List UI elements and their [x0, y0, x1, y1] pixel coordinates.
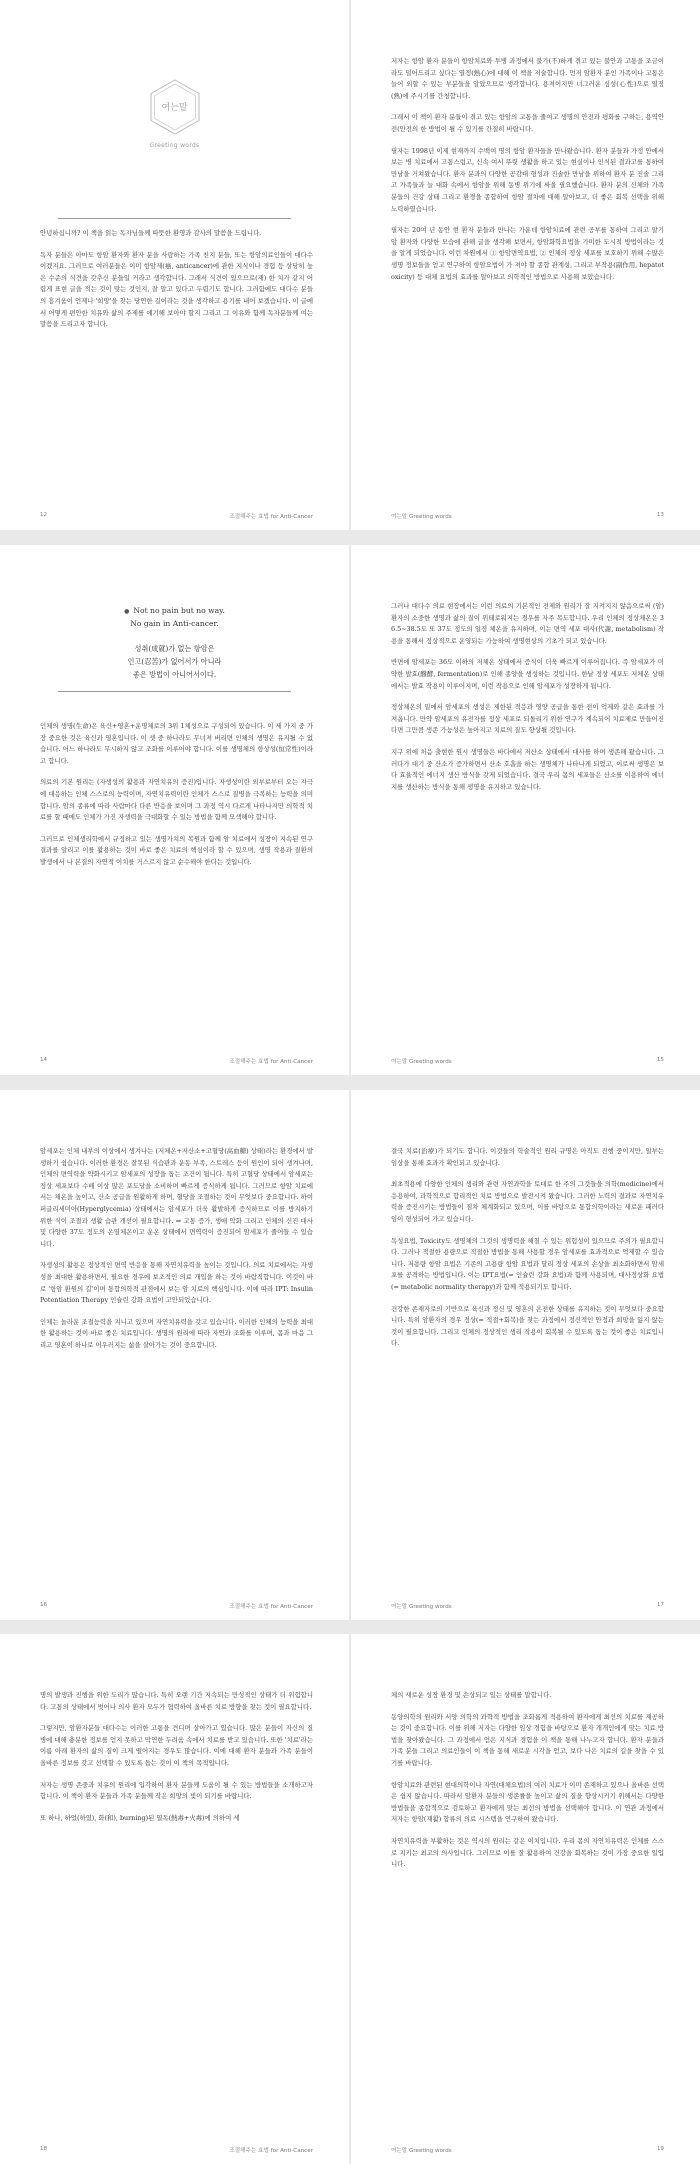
page-18-body — [40, 1690, 313, 1834]
page-number: 12 — [40, 512, 48, 518]
running-title: 여는말 Greeting words — [391, 2148, 452, 2154]
page-14-body — [40, 721, 313, 879]
paragraph: 저자는 생명 존중과 치유의 원리에 입각하여 환자 분들께 도움이 될 수 있는 방법들을 소개하고자 합니다. 이 책이 환자 분들과 가족 분들께 작은 희망의 빛이 되기를 바랍니다. — [40, 1780, 313, 1801]
paragraph: 체의 새로운 성장 환경 및 손상되고 있는 상태를 말합니다. — [391, 1691, 552, 1699]
running-title: 조절해주는 효법 for Anti-Cancer — [229, 1604, 313, 1610]
running-title: 조절해주는 효법 for Anti-Cancer — [229, 1059, 313, 1065]
page-15 — [351, 545, 700, 1075]
paragraph: 의료의 기본 원리는 (자생성의 활용과 자연치유의 증진)입니다. 자생성이란 외부로부터 오는 자극에 대응하는 인체 스스로의 능력이며, 자연치유력이란 인체가 스스로 질병을 극복하는 능력을 의미합니다. 암의 종류에 따라 사람마다 다른 반응을 보이며 그 과정 역시 다르게 나타나지만 의학적 치료를 할 때에도 인체가 가진 자생력을 극대화할 수 있는 방법을 함께 모색해야 합니다. — [40, 778, 313, 822]
paragraph: 인체의 생명(生命)은 육신+영혼+운명체로의 3위 1체성으로 구성되어 있습니다. 이 세 가지 중 가장 중요한 것은 육신과 영혼입니다. 이 셋 중 하나라도 무너져 버리면 인체의 생명은 유지될 수 없습니다. 어느 하나라도 무시하지 않고 조화를 이루어야 합니다. 이를 생명체의 항상성(恒常性)이라고 합니다. — [40, 722, 313, 765]
paragraph: 자생성의 활용은 정상적인 면역 반응을 통해 자연치유력을 높이는 것입니다. 의료 치료에서는 자생성을 최대한 활용하면서, 필요한 경우에 보조적인 의료 개입을 하는 것이 바람직합니다. 이것이 바로 '항암 환원의 길'이며 통합의학적 관점에서 보는 암 치료의 핵심입니다. 이에 따라 IPT: Insulin Potentiation Therapy 인슐린 강화 요법이 고안되었습니다. — [40, 1261, 313, 1305]
page-14 — [0, 545, 349, 1075]
paragraph: 독자 분들은 아마도 항암 환자와 환자 분을 사랑하는 가족 친지 분들, 또는 항암의료인들이 대다수이겠지요. 그러므로 여러분들은 이미 항암제(癌, anticancer)에 관한 지식이나 경험 등 상당히 높은 수준의 식견을 갖추신 분들일 거라고 생각합니다. 그래서 식견이 있으므로(재) 한 치가 같지 어렵게 표현 글을 적는 것이 맞는 것인지, 잘 알고 있다고 두렵기도 합니다. 그러함에도 대다수 분들의 흥겨움이 언제나 '희망'을 찾는 당연한 길이라는 것을 생각하고 용기를 내어 보겠습니다. 이 글에서 어떻게 편안한 치유와 삶의 주제를 얘기해 보아야 할지 그리고 그 이유와 함께 독자분들께 여는 말씀을 드리고자 합니다. — [40, 250, 313, 329]
paragraph: 인체는 놀라운 조절능력을 지니고 있으며 자연치유력을 갖고 있습니다. 이러한 인체의 능력을 최대한 활용하는 것이 바로 좋은 치료입니다. 생명의 원리에 따라 자연과 조화를 이루며, 몸과 마음 그리고 영혼이 하나로 어우러지는 삶을 살아가는 것이 중요합니다. — [40, 1317, 313, 1349]
page-16 — [0, 1090, 349, 1620]
paragraph: 암세포는 인체 내부의 이상에서 생겨나는 (저체온+저산소+고혈당(高血糖) 상태)라는 환경에서 발생하기 쉽습니다. 이러한 환경은 잘못된 식습관과 운동 부족, 스트레스 등이 원인이 되어 생겨나며, 인체의 면역력을 약화시키고 암세포의 성장을 돕는 조건이 됩니다. 특히 고혈당 상태에서 암세포는 정상 세포보다 수배 이상 많은 포도당을 소비하며 빠르게 증식하게 됩니다. 그러므로 항암 치료에서는 체온을 높이고, 산소 공급을 원활하게 하며, 혈당을 조절하는 것이 무엇보다 중요합니다. 하이퍼글리세미아(Hyperglycemia) 상태에서는 암세포가 더욱 활발하게 증식하므로 이를 방지하기 위한 식이 조절과 생활 습관 개선이 필요합니다. ⇒ 고통 증가, 생애 악화 그리고 인체의 신진 대사 및 다양한 37도 정도의 온열체온이고 운온 상태에서 면역력이 증진되어 암세포가 줄어들 수 있습니다. — [40, 1147, 313, 1248]
paragraph: 최초적용에 다양한 인체의 생리와 관련 자연과학을 토대로 한 주의 그것들을 의학(medicine)에서 응용하여, 과학적으로 합리적인 치료 방법으로 발전시켜 왔습니다. 그러한 노력의 결과로 자연치유력을 증진시키는 방법들이 점차 체계화되고 있으며, 이를 바탕으로 통합의학이라는 새로운 패러다임이 형성되어 가고 있습니다. — [391, 1180, 664, 1223]
bullet-icon: ● — [124, 608, 130, 615]
epigraph-en-line: No gain in Anti-cancer. — [130, 619, 219, 628]
spread-2 — [0, 545, 700, 1075]
emblem-subtitle: Greeting words — [149, 142, 200, 149]
page-number: 14 — [40, 1057, 48, 1063]
page-19-body — [391, 1690, 664, 1881]
page-17 — [351, 1090, 700, 1620]
paragraph: 자연치유력을 부활하는 것은 역시의 원리는 같은 이치입니다. 우리 몸의 자연치유력은 인체를 스스로 지키는 최고의 의사입니다. 그러므로 이를 잘 활용하여 건강을 회복하는 것이 가장 중요한 일입니다. — [391, 1836, 664, 1869]
page-16-body — [40, 1146, 313, 1362]
greeting-emblem — [0, 78, 349, 149]
page-number: 17 — [656, 1602, 664, 1608]
paragraph: 또 하나, 하었(하였), 화(和), burning)된 열독(熱毒+火毒)에 의하여 세 — [40, 1813, 240, 1822]
page-number: 19 — [656, 2146, 664, 2152]
paragraph: 명의 발생과 진행을 위한 도리가 많습니다. 특히 오랜 기간 지속되는 만성적인 상태가 더 위험합니다. 고통의 상태에서 벗어나 의사 환자 모두가 협력하여 올바른 치료 방향을 찾는 것이 필요합니다. — [40, 1691, 313, 1711]
paragraph: 지구 위에 처음 출현한 원시 생명들은 바다에서 저산소 상태에서 대사를 하며 생존해 왔습니다. 그러다가 대기 중 산소가 증가하면서 산소 호흡을 하는 생명체가 나타나게 되었고, 이로써 생명은 보다 효율적인 에너지 생산 방식을 갖게 되었습니다. 결국 우리 몸의 세포들은 산소를 이용하여 에너지를 생산하는 방식을 통해 생명을 유지하고 있습니다. — [391, 747, 664, 791]
paragraph: 정상체온의 밑에서 암세포의 생성은 제한된 적응과 영양 공급을 통한 전이 억제와 같은 효과를 가져옵니다. 만약 암세포의 유전자를 정상 세포로 되돌리기 위한 연구가 계속되어 치료제로 만들어진다면 그만큼 생존 가능성은 높아지고 치료의 질도 향상될 것입니다. — [391, 703, 664, 735]
epigraph-ko-line: 성취(成就)가 없는 항암은 — [134, 644, 215, 653]
running-title: 조절해주는 효법 for Anti-Cancer — [229, 2148, 313, 2154]
paragraph: 안녕하십니까? 이 책을 읽는 독자님들께 따뜻한 환영과 감사의 말씀을 드립니다. — [40, 229, 262, 237]
page-number: 16 — [40, 1602, 48, 1608]
paragraph: 그래서 이 책이 환자 분들이 겪고 있는 항암의 고통을 줄여고 생명의 안전과 평화를 구하는, 용역안전(안전의 한 방법이 될 수 있기를 간절히 바랍니다. — [391, 113, 664, 133]
page-13 — [351, 0, 700, 530]
paragraph: 그러나 대다수 의료 현장에서는 이런 의료의 기본적인 전제와 원리가 잘 지켜지지 않음으로써 (암)환자의 소중한 생명과 삶의 질이 위태로워지는 경우를 자주 목도합니다. 우리 인체의 정상체온은 36.5~38.5도 또 37도 정도의 일정 체온을 유지하며, 이는 면역 세포 대사(代謝, metabolism) 작용을 통해서 정상적으로 운영되는 가능하여 생명현상의 기초가 되고 있습니다. — [391, 602, 664, 645]
paragraph: 그러므로 인체생리학에서 규정하고 있는 생명가치의 복원과 함께 암 치료에서 성장이 지속된 연구결과를 알리고 이를 활용하는 것이 바로 좋은 치료의 핵심이라 할 수 있으며, 생명 작용과 질환의 발생에서 나 본질의 자연적 이치를 거스르지 않고 순수해야 한다는 것입니다. — [40, 834, 313, 866]
epigraph-ko-line: 인고(忍苦)가 없어서가 아니라 — [127, 657, 222, 666]
paragraph: 저자는 항암 환자 분들이 항암치료와 투병 과정에서 불가(不)하게 겪고 있는 불안과 고통을 조금이라도 덜어드리고 싶다는 열정(熱心)에 대해 이 책을 저술합니다. 먼저 암환자 분인 가족이나 고통은 늘어 외할 수 있는 부분들을 알았으므로 생각합니다. 용져이지만 너그러운 심성(心性)으로 열정 (熱)에 주시기를 간청합니다. — [391, 57, 664, 100]
running-title: 여는말 Greeting words — [391, 1059, 452, 1065]
paragraph: 결국 치료(治療)가 되기도 합니다. 이것들의 학술적인 원리 규명은 아직도 진행 중이지만, 일부는 임상을 통해 효과가 확인되고 있습니다. — [391, 1147, 664, 1167]
paragraph: 동양의학의 원리와 서양 의학의 과학적 방법을 조화롭게 적용하여 환자에게 최선의 치료를 제공하는 것이 중요합니다. 이를 위해 저자는 다양한 임상 경험을 바탕으로 환자 개개인에게 맞는 치료 방법을 찾아왔습니다. 그 과정에서 얻은 지식과 경험을 이 책을 통해 나누고자 합니다. 환자 분들과 가족 분들 그리고 의료인들이 이 책을 통해 새로운 시각을 얻고, 보다 나은 치료의 길을 찾을 수 있기를 바랍니다. — [391, 1712, 664, 1767]
page-number: 18 — [40, 2146, 48, 2152]
spread-4 — [0, 1634, 700, 2164]
page-19 — [351, 1634, 700, 2164]
page-12 — [0, 0, 349, 530]
epigraph-en-line: Not no pain but no way. — [133, 606, 225, 615]
paragraph: 건강한 존재자로의 기반으로 육신과 정신 및 영혼의 온전한 상태를 유지하는 것이 무엇보다 중요합니다. 특히 암환자의 경우 정상(= 적절+회복)을 찾는 과정에서 정신적인 안정과 희망을 잃지 않는 것이 필요합니다. 그리고 인체의 정상적인 생리 작용이 회복될 수 있도록 돕는 것이 좋은 치료입니다. — [391, 1304, 664, 1348]
page-number: 13 — [656, 512, 664, 518]
paragraph: 항암치료와 관련된 현대의학이나 자연(대체요법)의 여러 치료가 이미 존재하고 있으나 올바른 선택은 쉽지 않습니다. 따라서 암환자 분들의 생존률을 높이고 삶의 질을 향상시키기 위해서는 다양한 방법들을 종합적으로 검토하고 환자에게 맞는 최선의 방법을 선택해야 합니다. 이 연관 과정에서 저자는 항암(재활) 합류의 의료 시스템을 연구하여 왔습니다. — [391, 1780, 664, 1824]
paragraph: 독성요법, Toxicity도 생명체의 그것의 생명력을 해칠 수 있는 위험성이 있으므로 주의가 필요합니다. 그러나 적절한 용량으로 적절한 방법을 통해 사용할 경우 암세포를 효과적으로 억제할 수 있습니다. 저용량 항암 요법은 기존의 고용량 항암 요법과 달리 정상 세포의 손상을 최소화하면서 암세포를 공격하는 방법입니다. 이는 IPT요법(= 인슐린 강화 요법)과 함께 사용되며, 대사정상화 요법(= metabolic normality therapy)과 함께 적용되기도 합니다. — [391, 1236, 664, 1291]
page-17-body — [391, 1146, 664, 1360]
epigraph-korean — [0, 642, 349, 681]
running-title: 여는말 Greeting words — [391, 514, 452, 520]
running-title: 조절해주는 효법 for Anti-Cancer — [229, 514, 313, 520]
divider-rule — [58, 218, 291, 219]
page-15-body — [391, 601, 664, 803]
running-title: 여는말 Greeting words — [391, 1604, 452, 1610]
spread-3 — [0, 1090, 700, 1620]
epigraph-ko-line: 좋은 방법이 아니어서이다. — [132, 670, 217, 679]
page-12-body — [40, 228, 313, 341]
epigraph — [0, 605, 349, 681]
paragraph: 그렇지만, 암환자분들 대다수는 이러한 고통을 견디며 살아가고 있습니다. 많은 분들이 자신의 질병에 대해 충분한 정보를 얻지 못하고 막연한 두려움 속에서 치료를 받고 있습니다. 또한 '치료'라는 이름 아래 환자의 삶의 질이 크게 떨어지는 경우도 많습니다. 이에 대해 환자 분들과 가족 분들이 올바른 정보를 갖고 선택할 수 있도록 돕는 것이 이 책의 목적입니다. — [40, 1724, 313, 1767]
divider-rule — [58, 691, 291, 692]
page-number: 15 — [656, 1057, 664, 1063]
spread-1 — [0, 0, 700, 530]
paragraph: 반면에 암세포는 36도 이하의 저체온 상태에서 증식이 더욱 빠르게 이루어집니다. 즉 암세포가 미약한 발효(醱酵, fermentation)로 인해 종양을 생성하는 것입니다. 한낱 정상 세포도 저체온 상태에서는 발효 작용이 이루어지며, 이런 작용으로 인해 암세포가 성장하게 됩니다. — [391, 658, 664, 690]
paragraph: 필자는 20여 년 동안 현 환자 분들과 만나는 가운데 항암치료에 관련 공부를 통하여 그리고 알기 암 환자와 다양한 모습에 관해 글을 생각해 보면서, 항암화학요법을 가미한 도시적 방법이라는 것을 알게 되었습니다. 이런 차원에서 ① 항암면역요법, ② 인체의 정상 세포를 보호하기 위해 수많은 생명 정보들을 얻고 연구하여 항암요법이 가 져야 할 종합 관계성, 그리고 부작용(副作用, hepatotoxicity) 등 대체 요법의 효과를 알아보고 의학적인 방법으로 사용해 보았습니다. — [391, 226, 664, 281]
epigraph-english — [0, 605, 349, 630]
page-18 — [0, 1634, 349, 2164]
emblem-label: 여는말 — [161, 103, 188, 113]
paragraph: 필자는 1998년 이제 현재까지 수백여 명의 항암 환자들을 만나왔습니다. 환자 분들과 가정 안에서 보는 병 치료에서 고통스럽고, 신속 여서 뚜렷 생활을 하고 있는 현실이나 인식된 결과고를 통하여 만남을 거쳐왔습니다. 환자 분과의 다양한 공감대 형성과 진솔한 만남을 위하여 환자 분 진솔 그리고 가족들과 늘 대화 속에서 항암을 위해 동병 위기에 싸울 필요했습니다. 환자 분의 신체와 가족 분들의 건강 상태 그리고 환경을 종합하여 항암 절차에 대해 알아보고, 더 좋은 회복 선택을 위해 노력하였습니다. — [391, 146, 664, 213]
page-13-body — [391, 56, 664, 293]
